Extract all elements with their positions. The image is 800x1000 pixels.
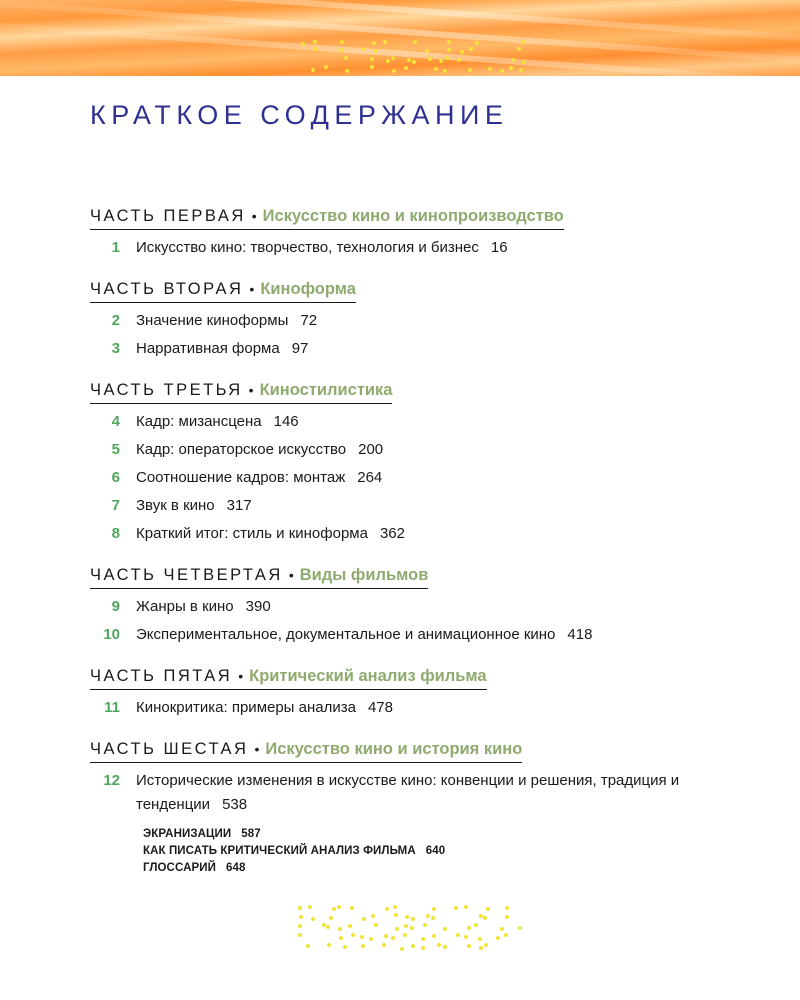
back-matter-title: ЭКРАНИЗАЦИИ bbox=[143, 828, 232, 840]
part-name: Искусство кино и история кино bbox=[265, 740, 523, 758]
decorative-dot bbox=[439, 59, 443, 63]
chapter-list bbox=[90, 236, 730, 260]
decorative-dot bbox=[405, 915, 409, 919]
decorative-dot bbox=[391, 936, 395, 940]
toc-chapter-entry[interactable] bbox=[90, 410, 730, 434]
back-matter-list bbox=[143, 826, 445, 877]
chapter-number: 7 bbox=[111, 497, 120, 514]
chapter-number: 11 bbox=[104, 699, 120, 716]
chapter-number: 12 bbox=[103, 772, 120, 789]
bullet-separator: • bbox=[254, 741, 260, 757]
decorative-dot bbox=[505, 915, 509, 919]
back-matter-page: 640 bbox=[425, 845, 446, 857]
decorative-dot bbox=[298, 933, 302, 937]
decorative-dot bbox=[370, 57, 374, 61]
decorative-dot bbox=[521, 40, 525, 44]
chapter-page: 72 bbox=[300, 312, 318, 329]
toc-part bbox=[90, 205, 730, 260]
chapter-title: Исторические изменения в искусстве кино: конвенции и решения, традиция и тенденции bbox=[136, 772, 680, 813]
back-matter-entry[interactable] bbox=[143, 826, 445, 843]
chapter-list bbox=[90, 309, 730, 361]
part-heading bbox=[90, 379, 392, 404]
toc-part bbox=[90, 738, 730, 817]
chapter-page: 16 bbox=[490, 239, 508, 256]
decorative-dot bbox=[298, 924, 302, 928]
decorative-dot bbox=[374, 923, 378, 927]
decorative-dot bbox=[337, 905, 341, 909]
decorative-dot bbox=[488, 67, 492, 71]
chapter-page: 317 bbox=[226, 497, 252, 514]
table-of-contents bbox=[90, 205, 730, 821]
decorative-dot bbox=[505, 906, 509, 910]
decorative-dot bbox=[443, 69, 447, 73]
part-name: Критический анализ фильма bbox=[249, 667, 487, 685]
decorative-dot bbox=[308, 905, 312, 909]
decorative-dot bbox=[511, 58, 515, 62]
chapter-title: Кадр: операторское искусство bbox=[136, 441, 347, 458]
part-heading bbox=[90, 665, 487, 690]
part-label: ЧАСТЬ ЧЕТВЕРТАЯ bbox=[90, 566, 283, 584]
chapter-title: Нарративная форма bbox=[136, 340, 280, 357]
part-heading bbox=[90, 738, 522, 763]
decorative-dot bbox=[404, 66, 408, 70]
decorative-dot bbox=[386, 59, 390, 63]
decorative-dot bbox=[382, 943, 386, 947]
decorative-dot bbox=[504, 933, 508, 937]
toc-chapter-entry[interactable] bbox=[90, 494, 730, 518]
chapter-title: Кинокритика: примеры анализа bbox=[136, 699, 356, 716]
bullet-separator: • bbox=[288, 567, 294, 583]
back-matter-title: КАК ПИСАТЬ КРИТИЧЕСКИЙ АНАЛИЗ ФИЛЬМА bbox=[143, 845, 416, 857]
decorative-dot bbox=[395, 927, 399, 931]
part-name: Виды фильмов bbox=[299, 566, 429, 584]
chapter-number: 8 bbox=[111, 525, 120, 542]
chapter-title: Звук в кино bbox=[136, 497, 215, 514]
part-label: ЧАСТЬ ШЕСТАЯ bbox=[90, 740, 249, 758]
back-matter-entry[interactable] bbox=[143, 843, 445, 860]
chapter-list bbox=[90, 696, 730, 720]
toc-part bbox=[90, 278, 730, 361]
decorative-dot bbox=[392, 69, 396, 73]
decorative-dot bbox=[428, 57, 432, 61]
decorative-dot bbox=[362, 917, 366, 921]
decorative-dot bbox=[340, 40, 344, 44]
decorative-dot bbox=[474, 923, 478, 927]
toc-chapter-entry[interactable] bbox=[90, 466, 730, 490]
decorative-dot bbox=[454, 906, 458, 910]
decorative-dot bbox=[362, 47, 366, 51]
decorative-dot bbox=[447, 48, 451, 52]
chapter-text bbox=[136, 623, 730, 647]
part-heading bbox=[90, 278, 356, 303]
part-heading bbox=[90, 205, 564, 230]
bullet-separator: • bbox=[238, 668, 244, 684]
toc-chapter-entry[interactable] bbox=[90, 595, 730, 619]
chapter-title: Значение киноформы bbox=[136, 312, 289, 329]
decorative-dot bbox=[412, 60, 416, 64]
decorative-dot bbox=[345, 69, 349, 73]
decorative-dot bbox=[518, 926, 522, 930]
chapter-text bbox=[136, 522, 730, 546]
decorative-dot bbox=[350, 906, 354, 910]
decorative-dot bbox=[431, 916, 435, 920]
decorative-dot bbox=[393, 905, 397, 909]
decorative-dot bbox=[522, 60, 526, 64]
decorative-dot bbox=[475, 41, 479, 45]
part-label: ЧАСТЬ ТРЕТЬЯ bbox=[90, 381, 243, 399]
chapter-number: 4 bbox=[111, 413, 120, 430]
toc-part bbox=[90, 665, 730, 720]
toc-chapter-entry[interactable] bbox=[90, 337, 730, 361]
chapter-title: Экспериментальное, документальное и анимационное кино bbox=[136, 626, 556, 643]
decorative-dot bbox=[322, 923, 326, 927]
chapter-page: 146 bbox=[273, 413, 299, 430]
decorative-dot bbox=[372, 41, 376, 45]
decorative-dot bbox=[460, 50, 464, 54]
chapter-list bbox=[90, 769, 730, 817]
toc-part bbox=[90, 564, 730, 647]
chapter-text bbox=[136, 309, 730, 333]
chapter-text bbox=[136, 236, 730, 260]
chapter-number: 9 bbox=[111, 598, 120, 615]
decorative-dot bbox=[374, 49, 378, 53]
chapter-list bbox=[90, 595, 730, 647]
decorative-dot bbox=[411, 917, 415, 921]
part-heading bbox=[90, 564, 428, 589]
decorative-dot bbox=[404, 924, 408, 928]
chapter-text bbox=[136, 438, 730, 462]
decorative-dot bbox=[478, 937, 482, 941]
decorative-dot bbox=[500, 927, 504, 931]
chapter-text bbox=[136, 410, 730, 434]
decorative-dot bbox=[338, 927, 342, 931]
decorative-dot bbox=[344, 56, 348, 60]
back-matter-page: 648 bbox=[225, 862, 246, 874]
decorative-dot bbox=[413, 40, 417, 44]
part-label: ЧАСТЬ ПЕРВАЯ bbox=[90, 207, 246, 225]
chapter-page: 538 bbox=[222, 796, 248, 813]
decorative-dot bbox=[467, 944, 471, 948]
part-name: Киностилистика bbox=[259, 381, 393, 399]
decorative-dot bbox=[437, 943, 441, 947]
chapter-number: 6 bbox=[111, 469, 120, 486]
chapter-text bbox=[136, 494, 730, 518]
back-matter-title: ГЛОССАРИЙ bbox=[143, 862, 216, 874]
decorative-dot bbox=[457, 58, 461, 62]
chapter-page: 478 bbox=[367, 699, 393, 716]
toc-chapter-entry[interactable] bbox=[90, 522, 730, 546]
chapter-page: 418 bbox=[567, 626, 593, 643]
decorative-dot bbox=[311, 68, 315, 72]
decorative-dot bbox=[519, 68, 523, 72]
decorative-dot bbox=[299, 915, 303, 919]
decorative-dot bbox=[298, 906, 302, 910]
chapter-number: 5 bbox=[111, 441, 120, 458]
decorative-dot bbox=[339, 48, 343, 52]
chapter-page: 390 bbox=[245, 598, 271, 615]
chapter-title: Соотношение кадров: монтаж bbox=[136, 469, 346, 486]
chapter-page: 200 bbox=[358, 441, 384, 458]
decorative-dot bbox=[403, 933, 407, 937]
back-matter-entry[interactable] bbox=[143, 860, 445, 877]
toc-chapter-entry[interactable] bbox=[90, 236, 730, 260]
chapter-title: Кадр: мизансцена bbox=[136, 413, 262, 430]
header-banner bbox=[0, 0, 800, 76]
decorative-dot bbox=[509, 66, 513, 70]
decorative-dot bbox=[407, 58, 411, 62]
chapter-text bbox=[136, 466, 730, 490]
decorative-dot bbox=[370, 65, 374, 69]
decorative-dot bbox=[432, 907, 436, 911]
decorative-dot bbox=[400, 947, 404, 951]
decorative-dot bbox=[326, 925, 330, 929]
part-label: ЧАСТЬ ПЯТАЯ bbox=[90, 667, 233, 685]
decorative-dot bbox=[479, 914, 483, 918]
toc-part bbox=[90, 379, 730, 546]
page-title: КРАТКОЕ СОДЕРЖАНИЕ bbox=[90, 100, 509, 130]
decorative-dots-bottom bbox=[298, 905, 528, 955]
decorative-dot bbox=[411, 944, 415, 948]
decorative-dot bbox=[445, 56, 449, 60]
decorative-dot bbox=[383, 40, 387, 44]
chapter-page: 97 bbox=[291, 340, 309, 357]
decorative-dot bbox=[384, 934, 388, 938]
decorative-dot bbox=[496, 936, 500, 940]
decorative-dot bbox=[464, 935, 468, 939]
decorative-dot bbox=[360, 935, 364, 939]
decorative-dot bbox=[443, 927, 447, 931]
decorative-dot bbox=[425, 49, 429, 53]
decorative-dot bbox=[421, 946, 425, 950]
decorative-dot bbox=[456, 933, 460, 937]
chapter-text bbox=[136, 337, 730, 361]
decorative-dot bbox=[369, 937, 373, 941]
decorative-dot bbox=[385, 907, 389, 911]
decorative-dot bbox=[371, 914, 375, 918]
decorative-dot bbox=[343, 945, 347, 949]
decorative-dot bbox=[313, 47, 317, 51]
chapter-page: 264 bbox=[357, 469, 383, 486]
decorative-dot bbox=[423, 923, 427, 927]
back-matter-page: 587 bbox=[241, 828, 261, 840]
toc-chapter-entry[interactable] bbox=[90, 438, 730, 462]
decorative-dot bbox=[447, 40, 451, 44]
chapter-text bbox=[136, 769, 730, 817]
decorative-dot bbox=[301, 42, 305, 46]
decorative-dot bbox=[426, 914, 430, 918]
part-name: Искусство кино и кинопроизводство bbox=[262, 207, 564, 225]
decorative-dots-top bbox=[300, 40, 530, 76]
part-label: ЧАСТЬ ВТОРАЯ bbox=[90, 280, 244, 298]
decorative-dot bbox=[327, 943, 331, 947]
toc-chapter-entry[interactable] bbox=[90, 309, 730, 333]
decorative-dot bbox=[421, 937, 425, 941]
decorative-dot bbox=[468, 68, 472, 72]
part-name: Киноформа bbox=[260, 280, 356, 298]
decorative-dot bbox=[434, 67, 438, 71]
decorative-dot bbox=[479, 946, 483, 950]
chapter-page: 362 bbox=[379, 525, 405, 542]
decorative-dot bbox=[464, 905, 468, 909]
decorative-dot bbox=[443, 945, 447, 949]
decorative-dot bbox=[391, 56, 395, 60]
decorative-dot bbox=[329, 916, 333, 920]
decorative-dot bbox=[348, 924, 352, 928]
decorative-dot bbox=[467, 926, 471, 930]
decorative-dot bbox=[500, 69, 504, 73]
decorative-dot bbox=[324, 65, 328, 69]
decorative-dot bbox=[313, 40, 317, 44]
decorative-dot bbox=[394, 913, 398, 917]
chapter-text bbox=[136, 595, 730, 619]
chapter-title: Искусство кино: творчество, технология и бизнес bbox=[136, 239, 479, 256]
chapter-number: 1 bbox=[111, 239, 120, 256]
decorative-dot bbox=[517, 47, 521, 51]
bullet-separator: • bbox=[248, 382, 254, 398]
chapter-list bbox=[90, 410, 730, 546]
decorative-dot bbox=[351, 933, 355, 937]
chapter-number: 2 bbox=[111, 312, 120, 329]
decorative-dot bbox=[410, 926, 414, 930]
decorative-dot bbox=[339, 936, 343, 940]
decorative-dot bbox=[469, 47, 473, 51]
decorative-dot bbox=[484, 943, 488, 947]
decorative-dot bbox=[332, 907, 336, 911]
toc-chapter-entry[interactable] bbox=[90, 623, 730, 647]
toc-chapter-entry[interactable] bbox=[90, 769, 730, 817]
chapter-title: Краткий итог: стиль и киноформа bbox=[136, 525, 368, 542]
bullet-separator: • bbox=[251, 208, 257, 224]
decorative-dot bbox=[432, 934, 436, 938]
chapter-text bbox=[136, 696, 730, 720]
decorative-dot bbox=[306, 944, 310, 948]
chapter-number: 10 bbox=[103, 626, 120, 643]
toc-chapter-entry[interactable] bbox=[90, 696, 730, 720]
bullet-separator: • bbox=[249, 281, 255, 297]
chapter-title: Жанры в кино bbox=[136, 598, 234, 615]
decorative-dot bbox=[483, 916, 487, 920]
decorative-dot bbox=[361, 944, 365, 948]
decorative-dot bbox=[311, 917, 315, 921]
chapter-number: 3 bbox=[111, 340, 120, 357]
decorative-dot bbox=[486, 907, 490, 911]
